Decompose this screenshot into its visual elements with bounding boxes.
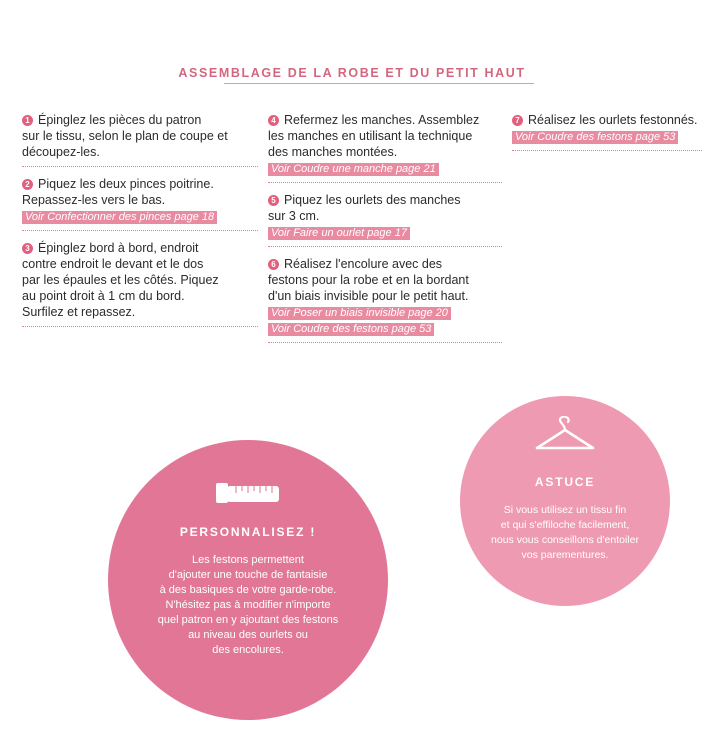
personnalisez-circle [108, 440, 388, 720]
steps-column-3 [512, 112, 702, 160]
text-line: Si vous utilisez un tissu fin [503, 504, 627, 516]
step-text: Réalisez l'encolure avec des [284, 257, 443, 271]
measuring-tape-icon [108, 476, 388, 515]
step-number-badge: 7 [512, 115, 523, 126]
text-line: au niveau des ourlets ou [188, 629, 308, 641]
step-text: Épinglez bord à bord, endroit [38, 241, 199, 255]
steps-column-2 [268, 112, 502, 352]
personnalisez-heading: PERSONNALISEZ ! [179, 525, 317, 539]
step-text: sur le tissu, selon le plan de coupe et [22, 129, 228, 143]
astuce-circle [460, 396, 670, 606]
step-number-badge: 1 [22, 115, 33, 126]
text-line: Les festons permettent [192, 554, 304, 566]
step-number-badge: 3 [22, 243, 33, 254]
dotted-divider [22, 326, 258, 327]
step-text: Piquez les ourlets des manches [284, 193, 461, 207]
step-number-badge: 6 [268, 259, 279, 270]
step-text: par les épaules et les côtés. Piquez [22, 273, 219, 287]
step-text: Repassez-les vers le bas. [22, 193, 166, 207]
step-text: Épinglez les pièces du patron [38, 113, 202, 127]
personnalisez-text [108, 553, 388, 658]
dotted-divider [268, 246, 502, 247]
reference-link[interactable]: Voir Poser un biais invisible page 20 [268, 307, 451, 320]
text-line: nous vous conseillons d'entoiler [491, 534, 639, 546]
step-text: des manches montées. [268, 145, 398, 159]
hanger-icon [460, 416, 670, 461]
step-1 [22, 112, 258, 160]
step-text: contre endroit le devant et le dos [22, 257, 204, 271]
reference-link[interactable]: Voir Confectionner des pinces page 18 [22, 211, 217, 224]
step-number-badge: 5 [268, 195, 279, 206]
step-text: les manches en utilisant la technique [268, 129, 473, 143]
step-text: au point droit à 1 cm du bord. [22, 289, 185, 303]
astuce-heading: ASTUCE [534, 475, 596, 489]
reference-link[interactable]: Voir Faire un ourlet page 17 [268, 227, 410, 240]
step-text: Réalisez les ourlets festonnés. [528, 113, 698, 127]
text-line: quel patron en y ajoutant des festons [157, 614, 339, 626]
step-7 [512, 112, 702, 144]
astuce-text [460, 503, 670, 563]
text-line: à des basiques de votre garde-robe. [159, 584, 337, 596]
step-6 [268, 256, 502, 336]
step-text: Piquez les deux pinces poitrine. [38, 177, 214, 191]
step-text: Surfilez et repassez. [22, 305, 136, 319]
text-line: N'hésitez pas à modifier n'importe [165, 599, 331, 611]
step-text: d'un biais invisible pour le petit haut. [268, 289, 469, 303]
text-line: d'ajouter une touche de fantaisie [168, 569, 328, 581]
reference-link[interactable]: Voir Coudre des festons page 53 [512, 131, 678, 144]
dotted-divider [22, 230, 258, 231]
page-title: ASSEMBLAGE DE LA ROBE ET DU PETIT HAUT [178, 66, 526, 80]
text-line: des encolures. [212, 644, 284, 656]
text-line: vos parementures. [521, 549, 609, 561]
reference-link[interactable]: Voir Coudre une manche page 21 [268, 163, 439, 176]
text-line: et qui s'effiloche facilement, [500, 519, 630, 531]
dotted-divider [268, 342, 502, 343]
steps-column-1 [22, 112, 258, 336]
dotted-divider [512, 150, 702, 151]
step-3 [22, 240, 258, 320]
title-divider [224, 83, 534, 84]
dotted-divider [268, 182, 502, 183]
step-text: Refermez les manches. Assemblez [284, 113, 480, 127]
step-2 [22, 176, 258, 224]
step-text: sur 3 cm. [268, 209, 320, 223]
dotted-divider [22, 166, 258, 167]
step-5 [268, 192, 502, 240]
step-number-badge: 2 [22, 179, 33, 190]
step-text: festons pour la robe et en la bordant [268, 273, 469, 287]
step-4 [268, 112, 502, 176]
step-text: découpez-les. [22, 145, 100, 159]
step-number-badge: 4 [268, 115, 279, 126]
reference-link[interactable]: Voir Coudre des festons page 53 [268, 323, 434, 336]
